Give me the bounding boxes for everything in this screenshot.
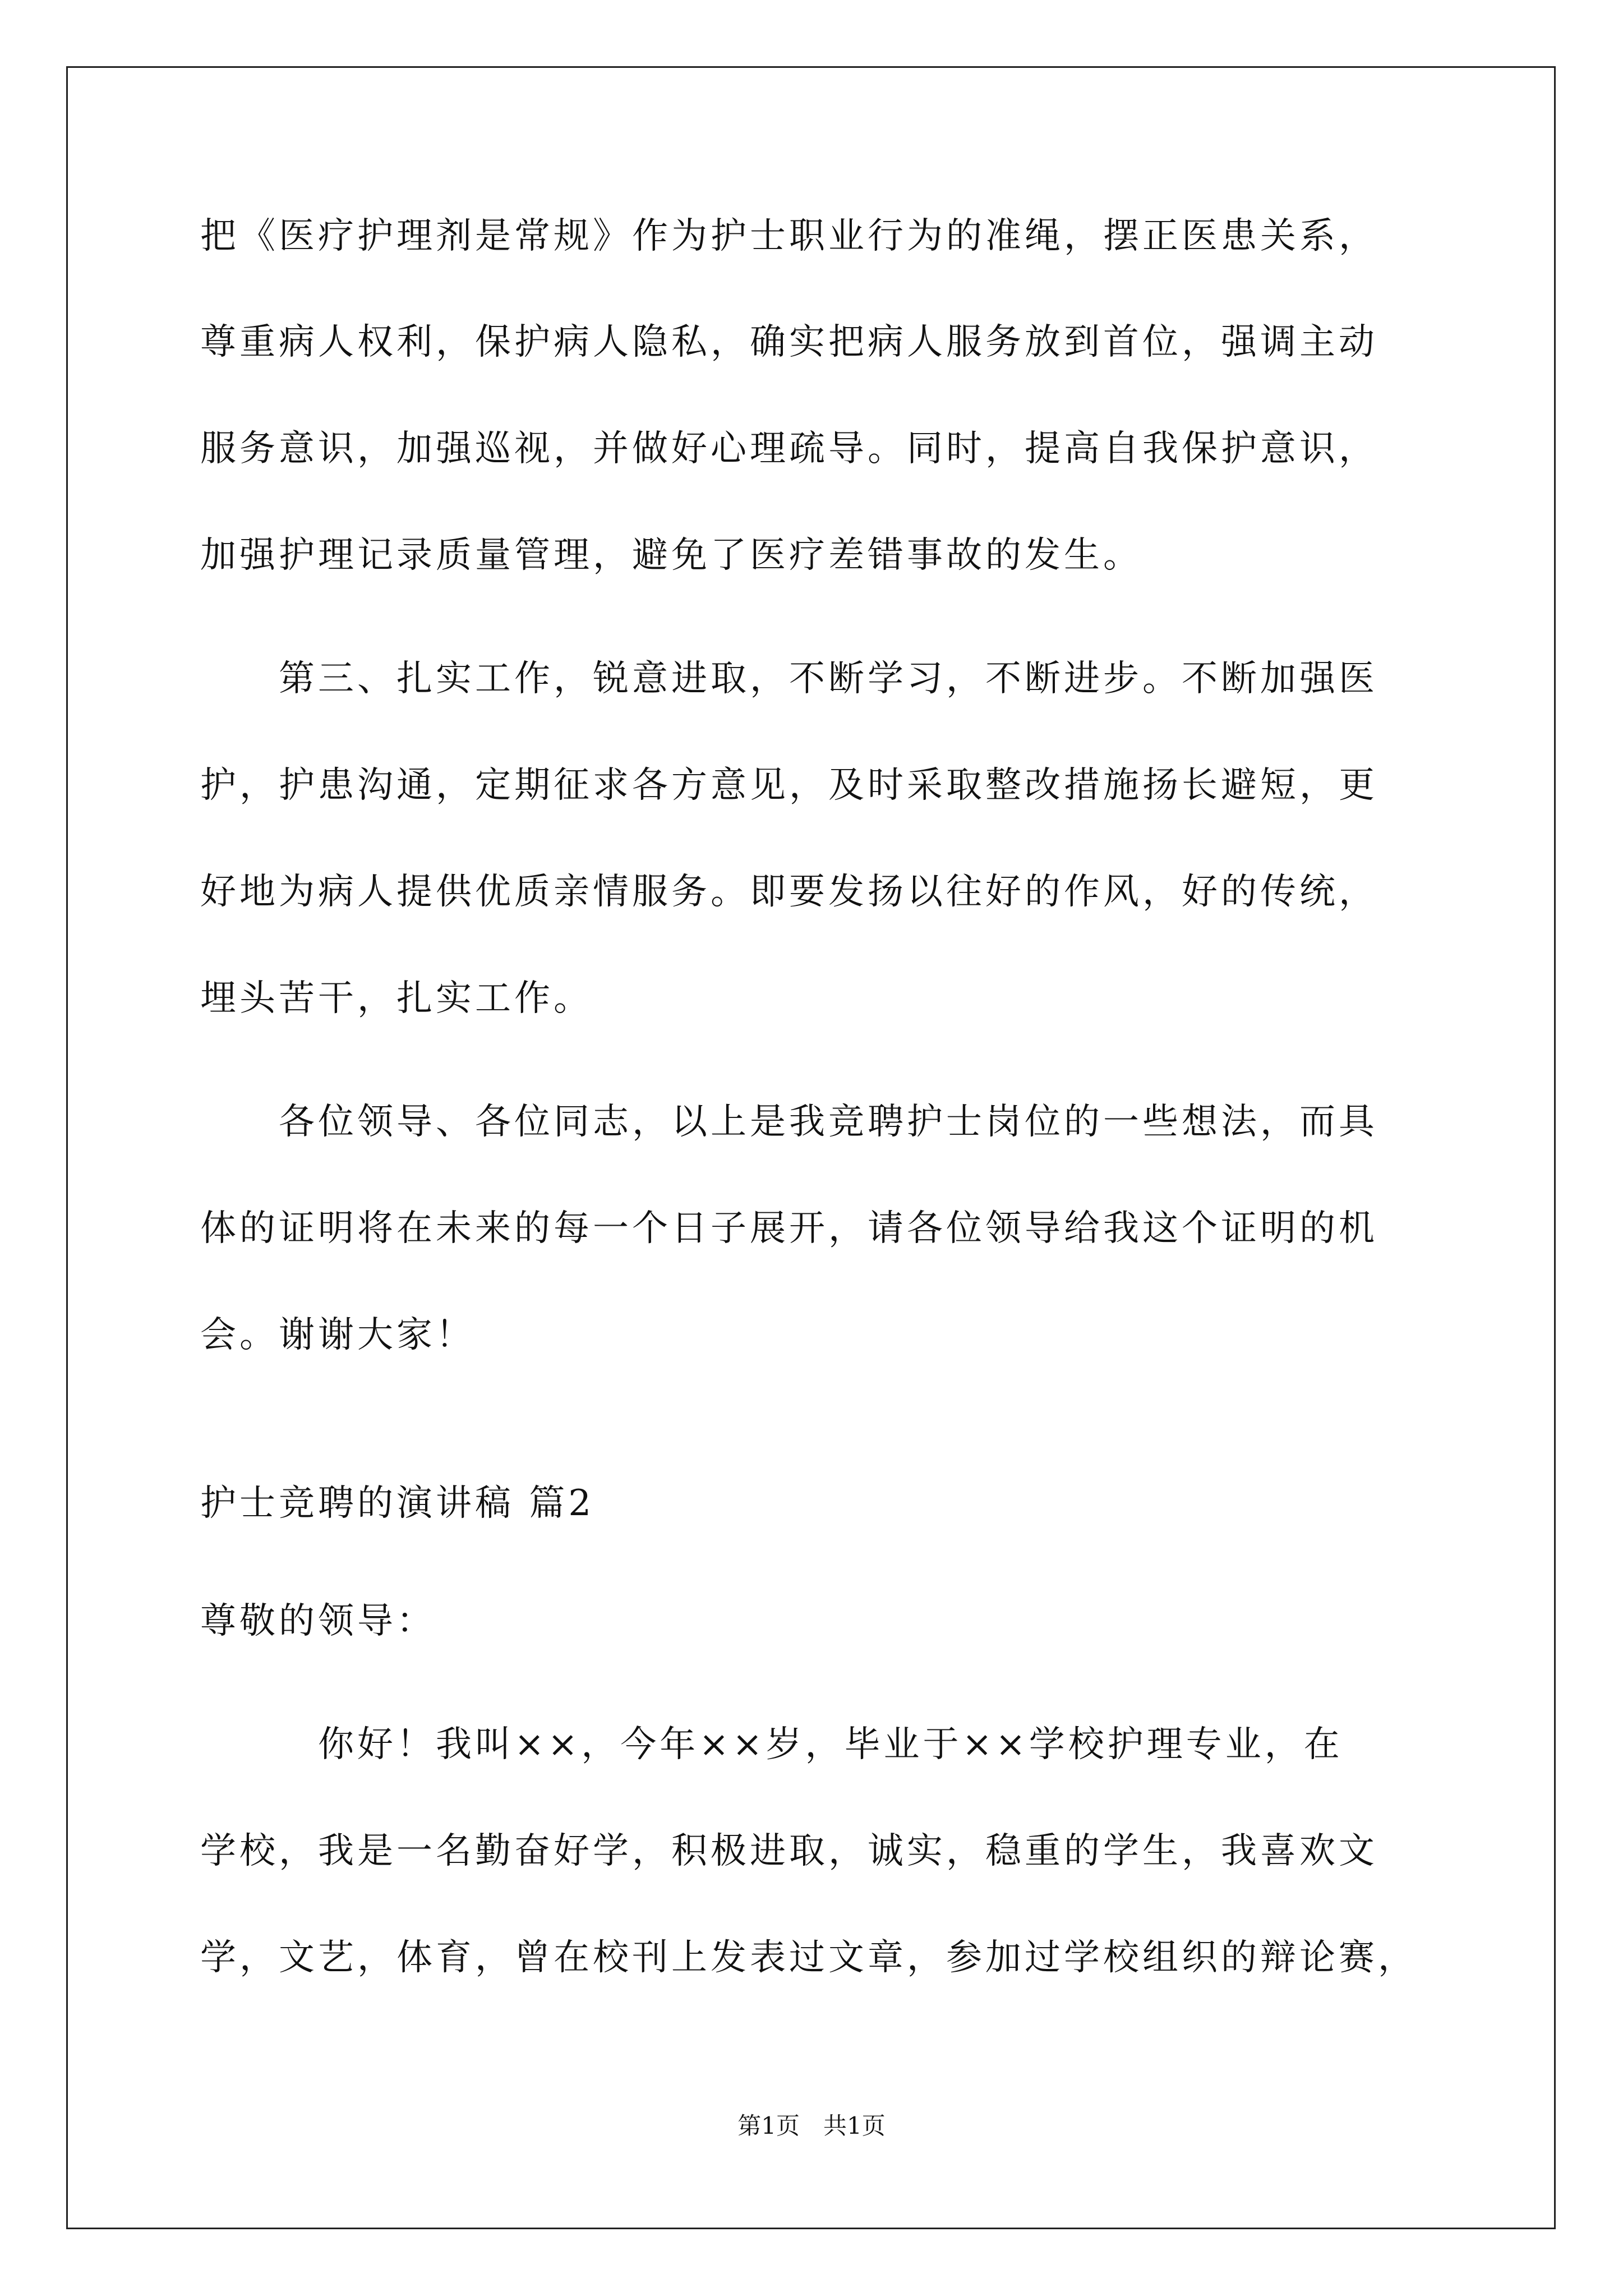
page-footer: 第1页 共1页: [737, 2112, 886, 2139]
body-line: 服务意识，加强巡视，并做好心理疏导。同时，提高自我保护意识，: [200, 428, 1378, 470]
body-line: 第三、扎实工作，锐意进取，不断学习，不断进步。不断加强医: [200, 658, 1378, 700]
body-line: 加强护理记录质量管理，避免了医疗差错事故的发生。: [200, 535, 1142, 576]
body-line: 学，文艺，体育，曾在校刊上发表过文章，参加过学校组织的辩论赛，: [200, 1937, 1417, 1978]
body-line: 学校，我是一名勤奋好学，积极进取，诚实，稳重的学生，我喜欢文: [200, 1830, 1378, 1872]
body-line: 你好！我叫××，今年××岁，毕业于××学校护理专业，在: [200, 1724, 1343, 1765]
section-heading: 护士竞聘的演讲稿 篇2: [200, 1483, 595, 1524]
salutation: 尊敬的领导：: [200, 1600, 436, 1642]
body-line: 各位领导、各位同志，以上是我竞聘护士岗位的一些想法，而具: [200, 1101, 1378, 1143]
page-border: [66, 66, 1556, 2229]
body-line: 好地为病人提供优质亲情服务。即要发扬以往好的作风，好的传统，: [200, 871, 1378, 913]
body-line: 埋头苦干，扎实工作。: [200, 978, 593, 1019]
body-line: 尊重病人权利，保护病人隐私，确实把病人服务放到首位，强调主动: [200, 321, 1378, 363]
body-line: 护，护患沟通，定期征求各方意见，及时采取整改措施扬长避短，更: [200, 765, 1378, 806]
body-line: 会。谢谢大家！: [200, 1314, 475, 1356]
body-line: 把《医疗护理剂是常规》作为护士职业行为的准绳，摆正医患关系，: [200, 215, 1378, 257]
body-line: 体的证明将在未来的每一个日子展开，请各位领导给我这个证明的机: [200, 1208, 1378, 1249]
